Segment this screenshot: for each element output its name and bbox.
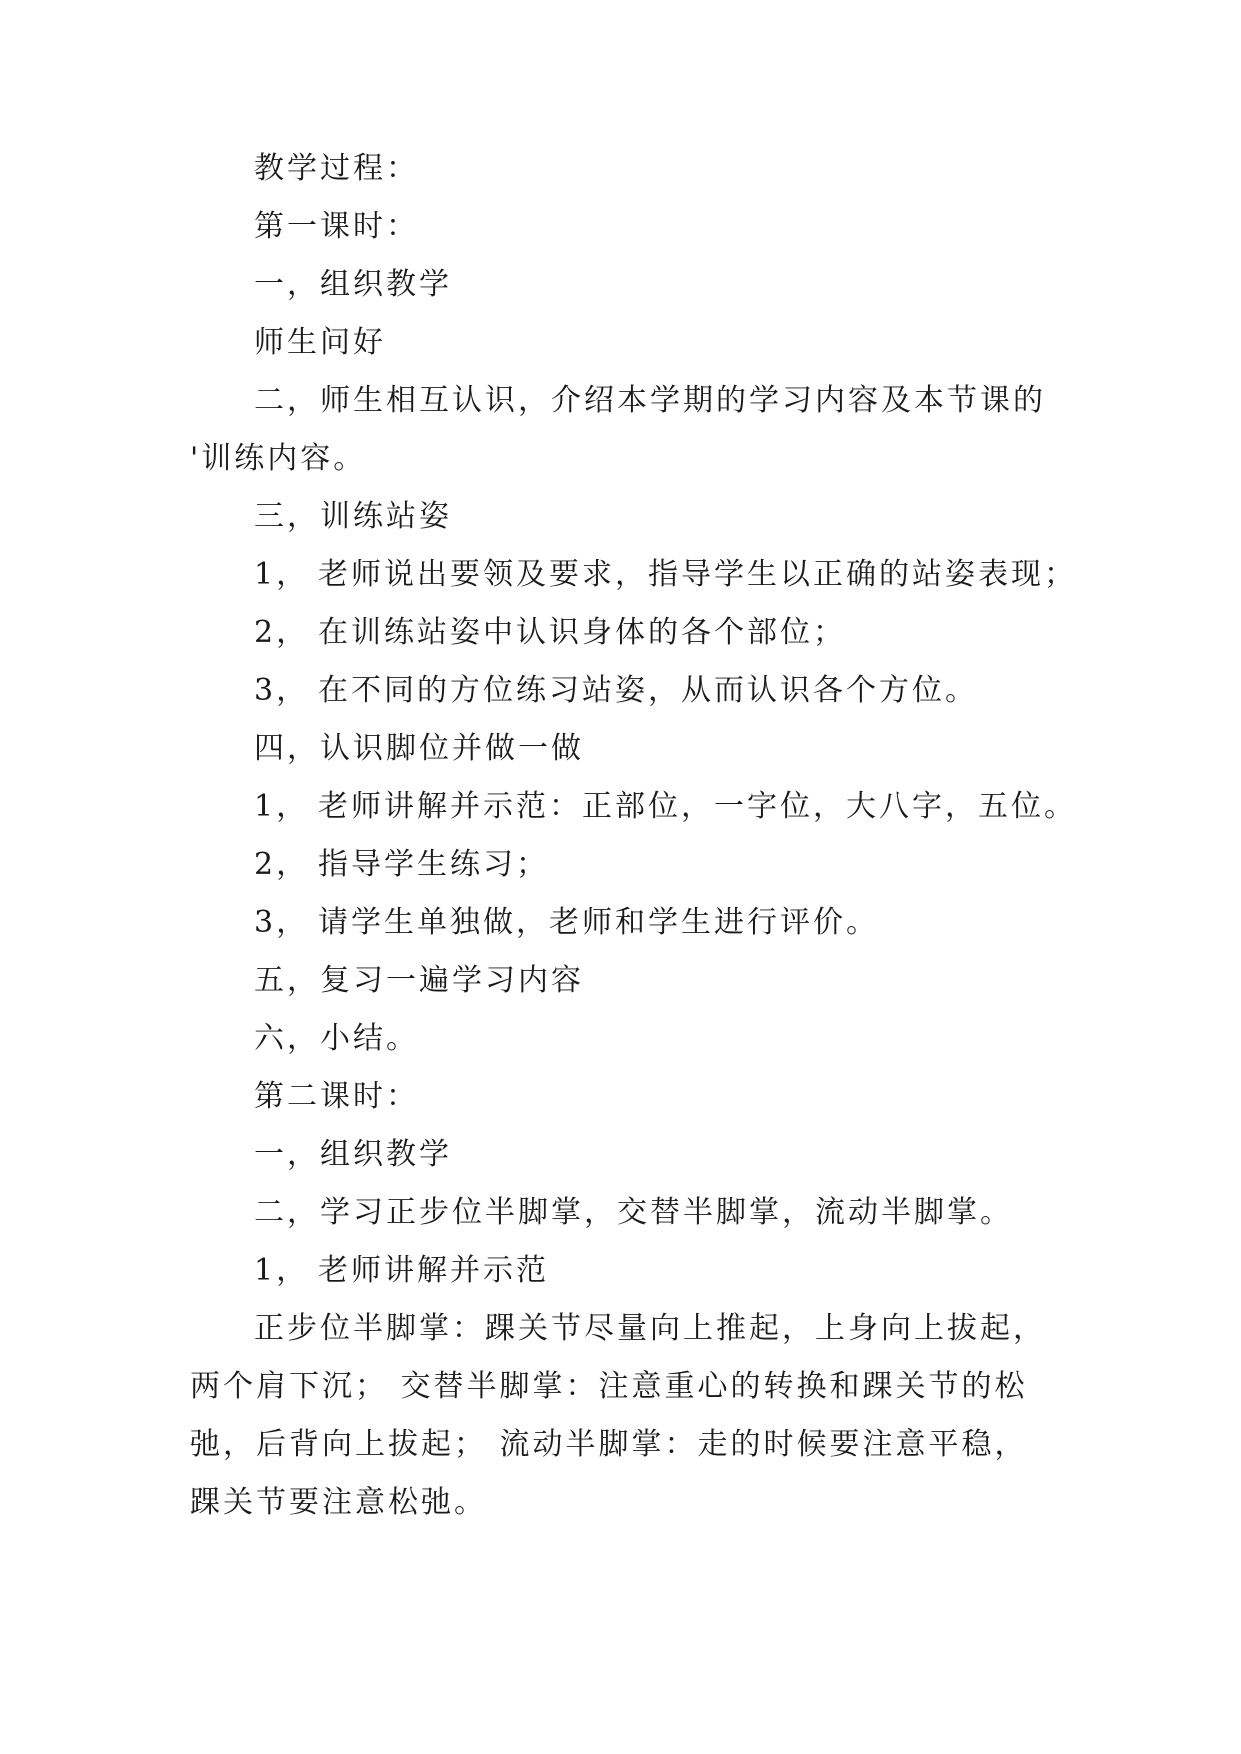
- section-organize-teaching: 一，组织教学: [254, 267, 452, 302]
- list-item: [254, 787, 1077, 827]
- text-greeting: 师生问好: [254, 325, 386, 360]
- list-item: [254, 671, 978, 711]
- paragraph-line: 踝关节要注意松弛。: [190, 1485, 487, 1520]
- list-item: [254, 1251, 549, 1291]
- section-summary: 六，小结。: [254, 1021, 419, 1056]
- paragraph-line: 正步位半脚掌：踝关节尽量向上推起，上身向上拔起，: [254, 1311, 1046, 1346]
- section-standing-posture: 三，训练站姿: [254, 499, 452, 534]
- list-item: [254, 555, 1077, 595]
- list-number: 2，: [254, 615, 310, 650]
- section-mutual-introduction-continued: '训练内容。: [190, 441, 367, 476]
- paragraph-line: 两个肩下沉； 交替半脚掌：注意重心的转换和踝关节的松: [190, 1369, 1028, 1404]
- section-half-sole: 二，学习正步位半脚掌，交替半脚掌，流动半脚掌。: [254, 1195, 1013, 1230]
- list-item: [254, 845, 549, 885]
- list-number: 3，: [254, 673, 310, 708]
- heading-teaching-process: 教学过程：: [254, 151, 419, 186]
- section-organize-teaching-2: 一，组织教学: [254, 1137, 452, 1172]
- heading-first-lesson: 第一课时：: [254, 209, 419, 244]
- list-number: 1，: [254, 789, 310, 824]
- list-item-text: 老师说出要领及要求，指导学生以正确的站姿表现；: [318, 557, 1077, 592]
- section-mutual-introduction: 二，师生相互认识，介绍本学期的学习内容及本节课的: [254, 383, 1046, 418]
- list-item-text: 请学生单独做，老师和学生进行评价。: [318, 905, 879, 940]
- list-item-text: 老师讲解并示范：正部位，一字位，大八字，五位。: [318, 789, 1077, 824]
- list-number: 2，: [254, 847, 310, 882]
- list-item-text: 老师讲解并示范: [318, 1253, 549, 1288]
- list-item-text: 在不同的方位练习站姿，从而认识各个方位。: [318, 673, 978, 708]
- list-item-text: 在训练站姿中认识身体的各个部位；: [318, 615, 846, 650]
- list-item-text: 指导学生练习；: [318, 847, 549, 882]
- list-number: 3，: [254, 905, 310, 940]
- section-review: 五，复习一遍学习内容: [254, 963, 584, 998]
- list-item: [254, 903, 879, 943]
- list-number: 1，: [254, 1253, 310, 1288]
- heading-second-lesson: 第二课时：: [254, 1079, 419, 1114]
- section-foot-positions: 四，认识脚位并做一做: [254, 731, 584, 766]
- list-number: 1，: [254, 557, 310, 592]
- list-item: [254, 613, 846, 653]
- paragraph-line: 弛，后背向上拔起； 流动半脚掌：走的时候要注意平稳，: [190, 1427, 1028, 1462]
